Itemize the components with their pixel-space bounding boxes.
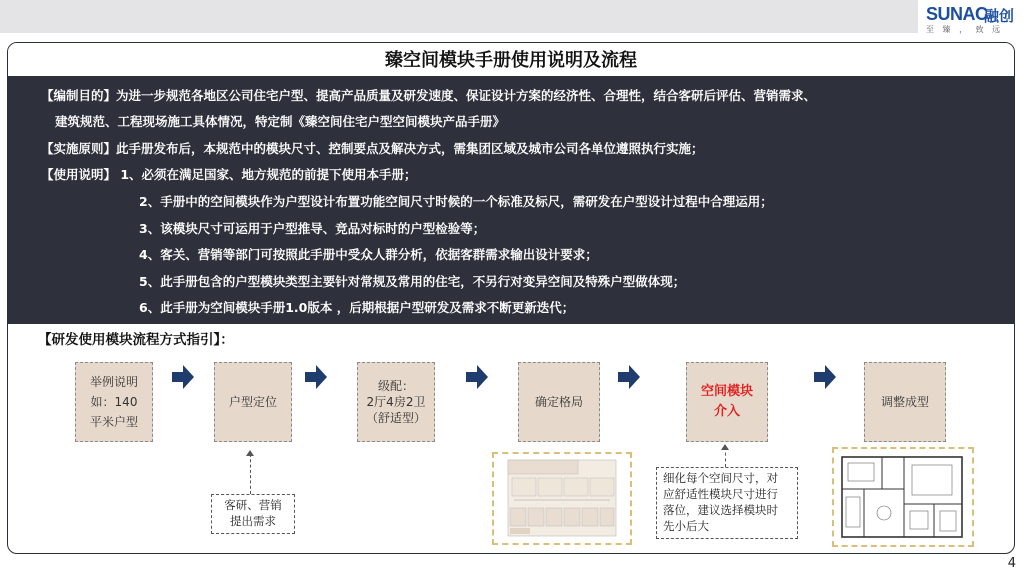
step-configuration-l1: 级配： <box>377 379 414 393</box>
guide-title: 【研发使用模块流程方式指引】： <box>38 332 234 348</box>
connector-line <box>725 447 726 467</box>
step-layout: 确定格局 <box>518 362 600 442</box>
module-note-l3: 落位，建议选择模块时 <box>663 503 778 517</box>
layout-diagram-icon <box>494 454 630 543</box>
flow-arrow-icon <box>814 365 836 389</box>
module-note-l4: 先小后大 <box>663 519 709 533</box>
usage-line-6: 6、此手册为空间模块手册1.0版本 ，后期根据户型研发及需求不断更新迭代； <box>139 300 575 315</box>
principle-line: 【实施原则】此手册发布后，本规范中的模块尺寸、控制要点及解决方式，需集团区域及城市公司各单位遵照执行实施； <box>41 141 704 156</box>
usage-line-4: 4、客关、营销等部门可按照此手册中受众人群分析，依据客群需求输出设计要求； <box>139 247 598 262</box>
step-module-l1: 空间模块 <box>700 384 753 399</box>
step-positioning: 户型定位 <box>214 362 292 442</box>
logo-chinese: 融创 <box>984 7 1015 25</box>
purpose-line-2: 建筑规范、工程现场施工具体情况，特定制《臻空间住宅户型空间模块产品手册》 <box>55 114 506 129</box>
research-note-l2: 提出需求 <box>230 514 276 528</box>
sunac-logo <box>926 6 1018 32</box>
module-note <box>656 467 798 539</box>
floor-plan-icon <box>834 449 972 545</box>
layout-diagram-image <box>492 452 632 545</box>
flow-arrow-icon <box>466 365 488 389</box>
step-example-l3: 平米户型 <box>89 415 138 429</box>
usage-line-3: 3、该模块尺寸可运用于户型推导、竞品对标时的户型检验等； <box>139 221 486 236</box>
page-title: 臻空间模块手册使用说明及流程 <box>8 43 1014 76</box>
intro-box <box>8 76 1014 324</box>
logo-brand: SUNAC <box>926 4 988 24</box>
usage-line-2: 2、手册中的空间模块作为户型设计布置功能空间尺寸时候的一个标准及标尺，需研发在户型设计过程中合理运用； <box>139 194 773 209</box>
connector-arrow-icon <box>721 444 729 450</box>
flow-arrow-icon <box>172 365 194 389</box>
connector-arrow-icon <box>246 450 254 456</box>
connector-line <box>250 454 251 494</box>
flow-arrow-icon <box>618 365 640 389</box>
step-example <box>75 362 153 442</box>
module-note-l2: 应舒适性模块尺寸进行 <box>663 487 778 501</box>
top-bar <box>0 0 918 33</box>
step-module <box>686 362 768 442</box>
logo-slogan: 至 臻 ， 致 远 <box>926 25 1004 34</box>
step-finalize: 调整成型 <box>864 362 946 442</box>
floor-plan-image <box>832 447 974 547</box>
step-configuration-l3: （舒适型） <box>365 411 426 425</box>
usage-line-1: 【使用说明】 1、必须在满足国家、地方规范的前提下使用本手册； <box>41 167 417 182</box>
research-note <box>211 494 295 534</box>
module-note-l1: 细化每个空间尺寸，对 <box>663 471 778 485</box>
step-example-l2: 如：140 <box>90 395 138 409</box>
step-example-l1: 举例说明 <box>89 375 138 389</box>
step-configuration-l2: 2厅4房2卫 <box>366 395 426 409</box>
research-note-l1: 客研、营销 <box>224 498 282 512</box>
step-configuration <box>357 362 435 442</box>
usage-line-5: 5、此手册包含的户型模块类型主要针对常规及常用的住宅，不另行对变异空间及特殊户型做体现； <box>139 274 686 289</box>
purpose-line-1: 【编制目的】为进一步规范各地区公司住宅户型、提高产品质量及研发速度、保证设计方案的经济性、合理性，结合客研后评估、营销需求、 <box>41 88 817 103</box>
page-number: 4 <box>1007 556 1016 571</box>
flow-arrow-icon <box>305 365 327 389</box>
step-module-l2: 介入 <box>713 404 740 419</box>
